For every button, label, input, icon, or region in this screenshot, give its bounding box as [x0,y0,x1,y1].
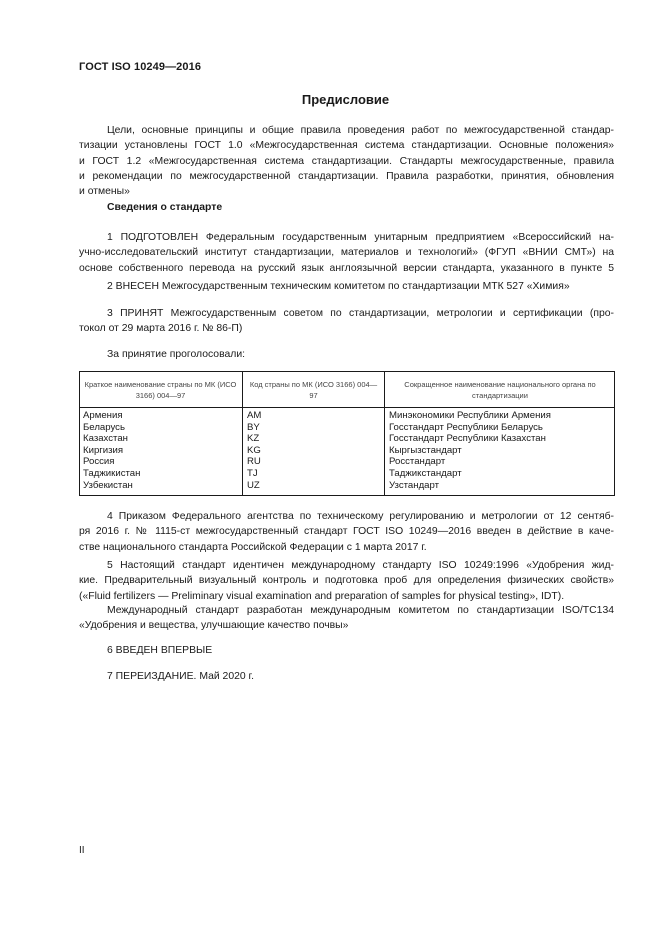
intro-line: и отмены» [79,186,130,198]
header-national-body: Сокращенное наименование национального органа по стандартизации [385,371,616,408]
item-3-line: 3 ПРИНЯТ Межгосударственным советом по стандартизации, метрологии и сертификации (про- [107,308,614,319]
country-code: KZ [243,433,385,445]
intro-paragraph [79,123,614,199]
item-6-line: 6 ВВЕДЕН ВПЕРВЫЕ [107,645,213,656]
item-5-line: («Fluid fertilizers — Preliminary visual examination and preparation of samples for physical testing», IDT). [79,590,565,602]
item-6-first-introduced [79,643,614,658]
item-7-line: 7 ПЕРЕИЗДАНИЕ. Май 2020 г. [107,671,254,682]
national-body: Минэкономики Республики Армения [385,408,616,422]
table-row [79,408,615,422]
info-heading [79,200,614,215]
item-1-prepared [79,230,614,276]
item-4-line: ря 2016 г. № 1115-ст межгосударственный стандарт ГОСТ ISO 10249—2016 введен в действие в каче- [79,526,614,538]
international-standard-note [79,603,614,634]
country-name: Казахстан [83,433,128,445]
voted-label [79,347,614,362]
header-country-name: Краткое наименование страны по МК (ИСО 3166) 004—97 [79,371,243,408]
table-row [79,480,615,497]
national-body: Таджикстандарт [385,468,616,480]
country-name: Беларусь [83,421,125,433]
country-code: UZ [243,480,385,497]
item-4-line: 4 Приказом Федерального агентства по техническому регулированию и метрологии от 12 сентяб- [107,511,614,522]
item-5-line: кие. Предварительный визуальный контроль и подготовка проб для определения физических свойств» [79,575,614,587]
country-name: Армения [83,410,123,421]
intro-line: и ГОСТ 1.2 «Межгосударственная система стандартизации. Стандарты межгосударственные, правила [79,155,614,167]
voting-countries-table [79,371,615,496]
page-number: II [79,845,85,856]
national-body: Госстандарт Республики Беларусь [385,422,616,434]
country-name: Киргизия [83,444,124,456]
table-row [79,468,615,480]
item-5-identical [79,558,614,604]
national-body: Узстандарт [385,480,616,497]
country-code: AM [243,408,385,422]
intl-line: Международный стандарт разработан международным комитетом по стандартизации ISO/TC134 [107,605,614,616]
document-code: ГОСТ ISO 10249—2016 [79,61,202,73]
item-1-line: учно-исследовательский институт стандартизации, материалов и технологий» (ФГУП «ВНИИ СМТ») на [79,247,614,259]
table-row [79,456,615,468]
item-2-line: 2 ВНЕСЕН Межгосударственным техническим комитетом по стандартизации МТК 527 «Химия» [107,281,570,292]
country-name: Россия [83,456,115,468]
national-body: Госстандарт Республики Казахстан [385,433,616,445]
intl-line: «Удобрения и вещества, улучшающие качество почвы» [79,620,349,632]
intro-line: тизации установлены ГОСТ 1.0 «Межгосударственная система стандартизации. Основные положения» [79,140,614,152]
header-country-code: Код страны по МК (ИСО 3166) 004—97 [243,371,385,408]
item-2-submitted [79,279,614,294]
country-code: TJ [243,468,385,480]
table-row [79,433,615,445]
intro-line: и рекомендации по межгосударственной стандартизации. Правила разработки, принятия, обновления [79,170,614,182]
item-1-line: основе собственного перевода на русский язык англоязычной версии стандарта, указанного в пункте 5 [79,262,614,274]
item-4-order [79,509,614,555]
country-code: KG [243,445,385,457]
item-1-line: 1 ПОДГОТОВЛЕН Федеральным государственным унитарным предприятием «Всероссийский на- [107,232,614,243]
country-name: Узбекистан [83,479,133,491]
item-5-line: 5 Настоящий стандарт идентичен международному стандарту ISO 10249:1996 «Удобрения жид- [107,560,614,571]
item-3-adopted [79,306,614,337]
country-name: Таджикистан [83,467,141,479]
national-body: Росстандарт [385,456,616,468]
country-code: RU [243,456,385,468]
intro-line: Цели, основные принципы и общие правила проведения работ по межгосударственной стандар- [107,125,614,136]
item-4-line: стве национального стандарта Российской Федерации с 1 марта 2017 г. [79,541,427,553]
table-row [79,422,615,434]
item-3-line: токол от 29 марта 2016 г. № 86-П) [79,323,243,335]
table-header-row [79,371,615,408]
info-heading-text: Сведения о стандарте [107,202,223,213]
item-7-reissue [79,669,614,684]
table-row [79,445,615,457]
national-body: Кыргызстандарт [385,445,616,457]
country-code: BY [243,422,385,434]
section-title: Предисловие [301,92,390,107]
voted-label-text: За принятие проголосовали: [107,349,246,360]
